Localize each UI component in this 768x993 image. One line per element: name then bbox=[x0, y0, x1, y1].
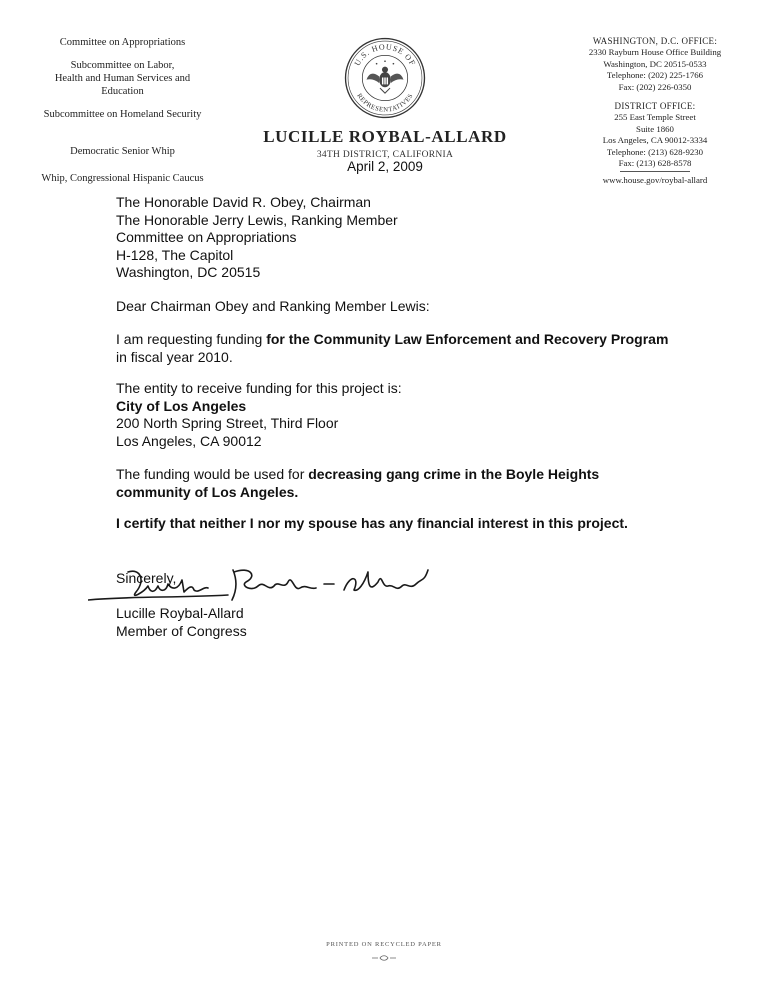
office-line: Fax: (213) 628-8578 bbox=[618, 158, 692, 169]
letterhead-offices bbox=[570, 36, 740, 187]
recipient-line: Washington, DC 20515 bbox=[116, 264, 261, 280]
closing: Sincerely, bbox=[116, 570, 177, 586]
office-line: Washington, DC 20515-0533 bbox=[603, 58, 707, 69]
committee-line: Subcommittee on Labor, bbox=[70, 60, 175, 71]
website: www.house.gov/roybal-allard bbox=[602, 175, 708, 186]
signer-name: Lucille Roybal-Allard bbox=[116, 605, 244, 621]
committee-line: Education bbox=[101, 86, 144, 97]
member-name: LUCILLE ROYBAL-ALLARD bbox=[263, 127, 507, 146]
entity-name: City of Los Angeles bbox=[116, 397, 247, 414]
letter-body bbox=[116, 194, 676, 533]
entity-address-line: Los Angeles, CA 90012 bbox=[116, 432, 262, 449]
svg-text:U.S. HOUSE OF: U.S. HOUSE OF bbox=[352, 42, 418, 68]
dc-office-heading: WASHINGTON, D.C. OFFICE: bbox=[592, 36, 718, 46]
office-line: Los Angeles, CA 90012-3334 bbox=[602, 135, 708, 146]
committee-line: Subcommittee on Homeland Security bbox=[43, 109, 202, 120]
office-line: Telephone: (202) 225-1766 bbox=[606, 70, 704, 81]
certification: I certify that neither I nor my spouse has any financial interest in this project. bbox=[116, 515, 628, 531]
entity-block bbox=[116, 380, 676, 450]
request-paragraph: I am requesting funding for the Community Law Enforcement and Recovery Program in fiscal year 2010. bbox=[116, 331, 669, 365]
signer-title: Member of Congress bbox=[116, 622, 247, 639]
recycled-paper-note: PRINTED ON RECYCLED PAPER bbox=[326, 941, 442, 948]
recipient-line: H-128, The Capitol bbox=[116, 246, 234, 263]
office-line: 2330 Rayburn House Office Building bbox=[588, 47, 722, 58]
committee-line: Health and Human Services and bbox=[54, 73, 191, 84]
district-office-heading: DISTRICT OFFICE: bbox=[614, 101, 696, 112]
recipient-line: The Honorable Jerry Lewis, Ranking Member bbox=[116, 211, 398, 228]
committee-line: Committee on Appropriations bbox=[59, 37, 186, 48]
entity-address-line: 200 North Spring Street, Third Floor bbox=[116, 415, 339, 431]
svg-text:REPRESENTATIVES: REPRESENTATIVES bbox=[355, 92, 415, 114]
recipient-line: Committee on Appropriations bbox=[116, 229, 297, 245]
signature-block bbox=[116, 570, 247, 640]
recipient-line: The Honorable David R. Obey, Chairman bbox=[116, 194, 371, 210]
letter-date: April 2, 2009 bbox=[347, 159, 423, 174]
ornament-icon bbox=[370, 954, 398, 962]
office-line: Fax: (202) 226-0350 bbox=[618, 81, 692, 92]
committee-line: Democratic Senior Whip bbox=[70, 146, 175, 157]
salutation: Dear Chairman Obey and Ranking Member Lewis: bbox=[116, 297, 430, 314]
divider bbox=[620, 171, 690, 172]
office-line: Suite 1860 bbox=[636, 123, 674, 134]
office-line: 255 East Temple Street bbox=[614, 112, 696, 123]
house-seal-icon bbox=[343, 36, 427, 120]
office-line: Telephone: (213) 628-9230 bbox=[606, 146, 704, 157]
entity-intro: The entity to receive funding for this project is: bbox=[116, 380, 402, 396]
committee-line: Whip, Congressional Hispanic Caucus bbox=[41, 173, 204, 184]
district: 34TH DISTRICT, CALIFORNIA bbox=[316, 150, 454, 160]
letterhead-committees bbox=[20, 36, 225, 185]
purpose-paragraph: The funding would be used for decreasing gang crime in the Boyle Heights community of Los Angeles. bbox=[116, 466, 600, 500]
recipient-block bbox=[116, 194, 676, 282]
